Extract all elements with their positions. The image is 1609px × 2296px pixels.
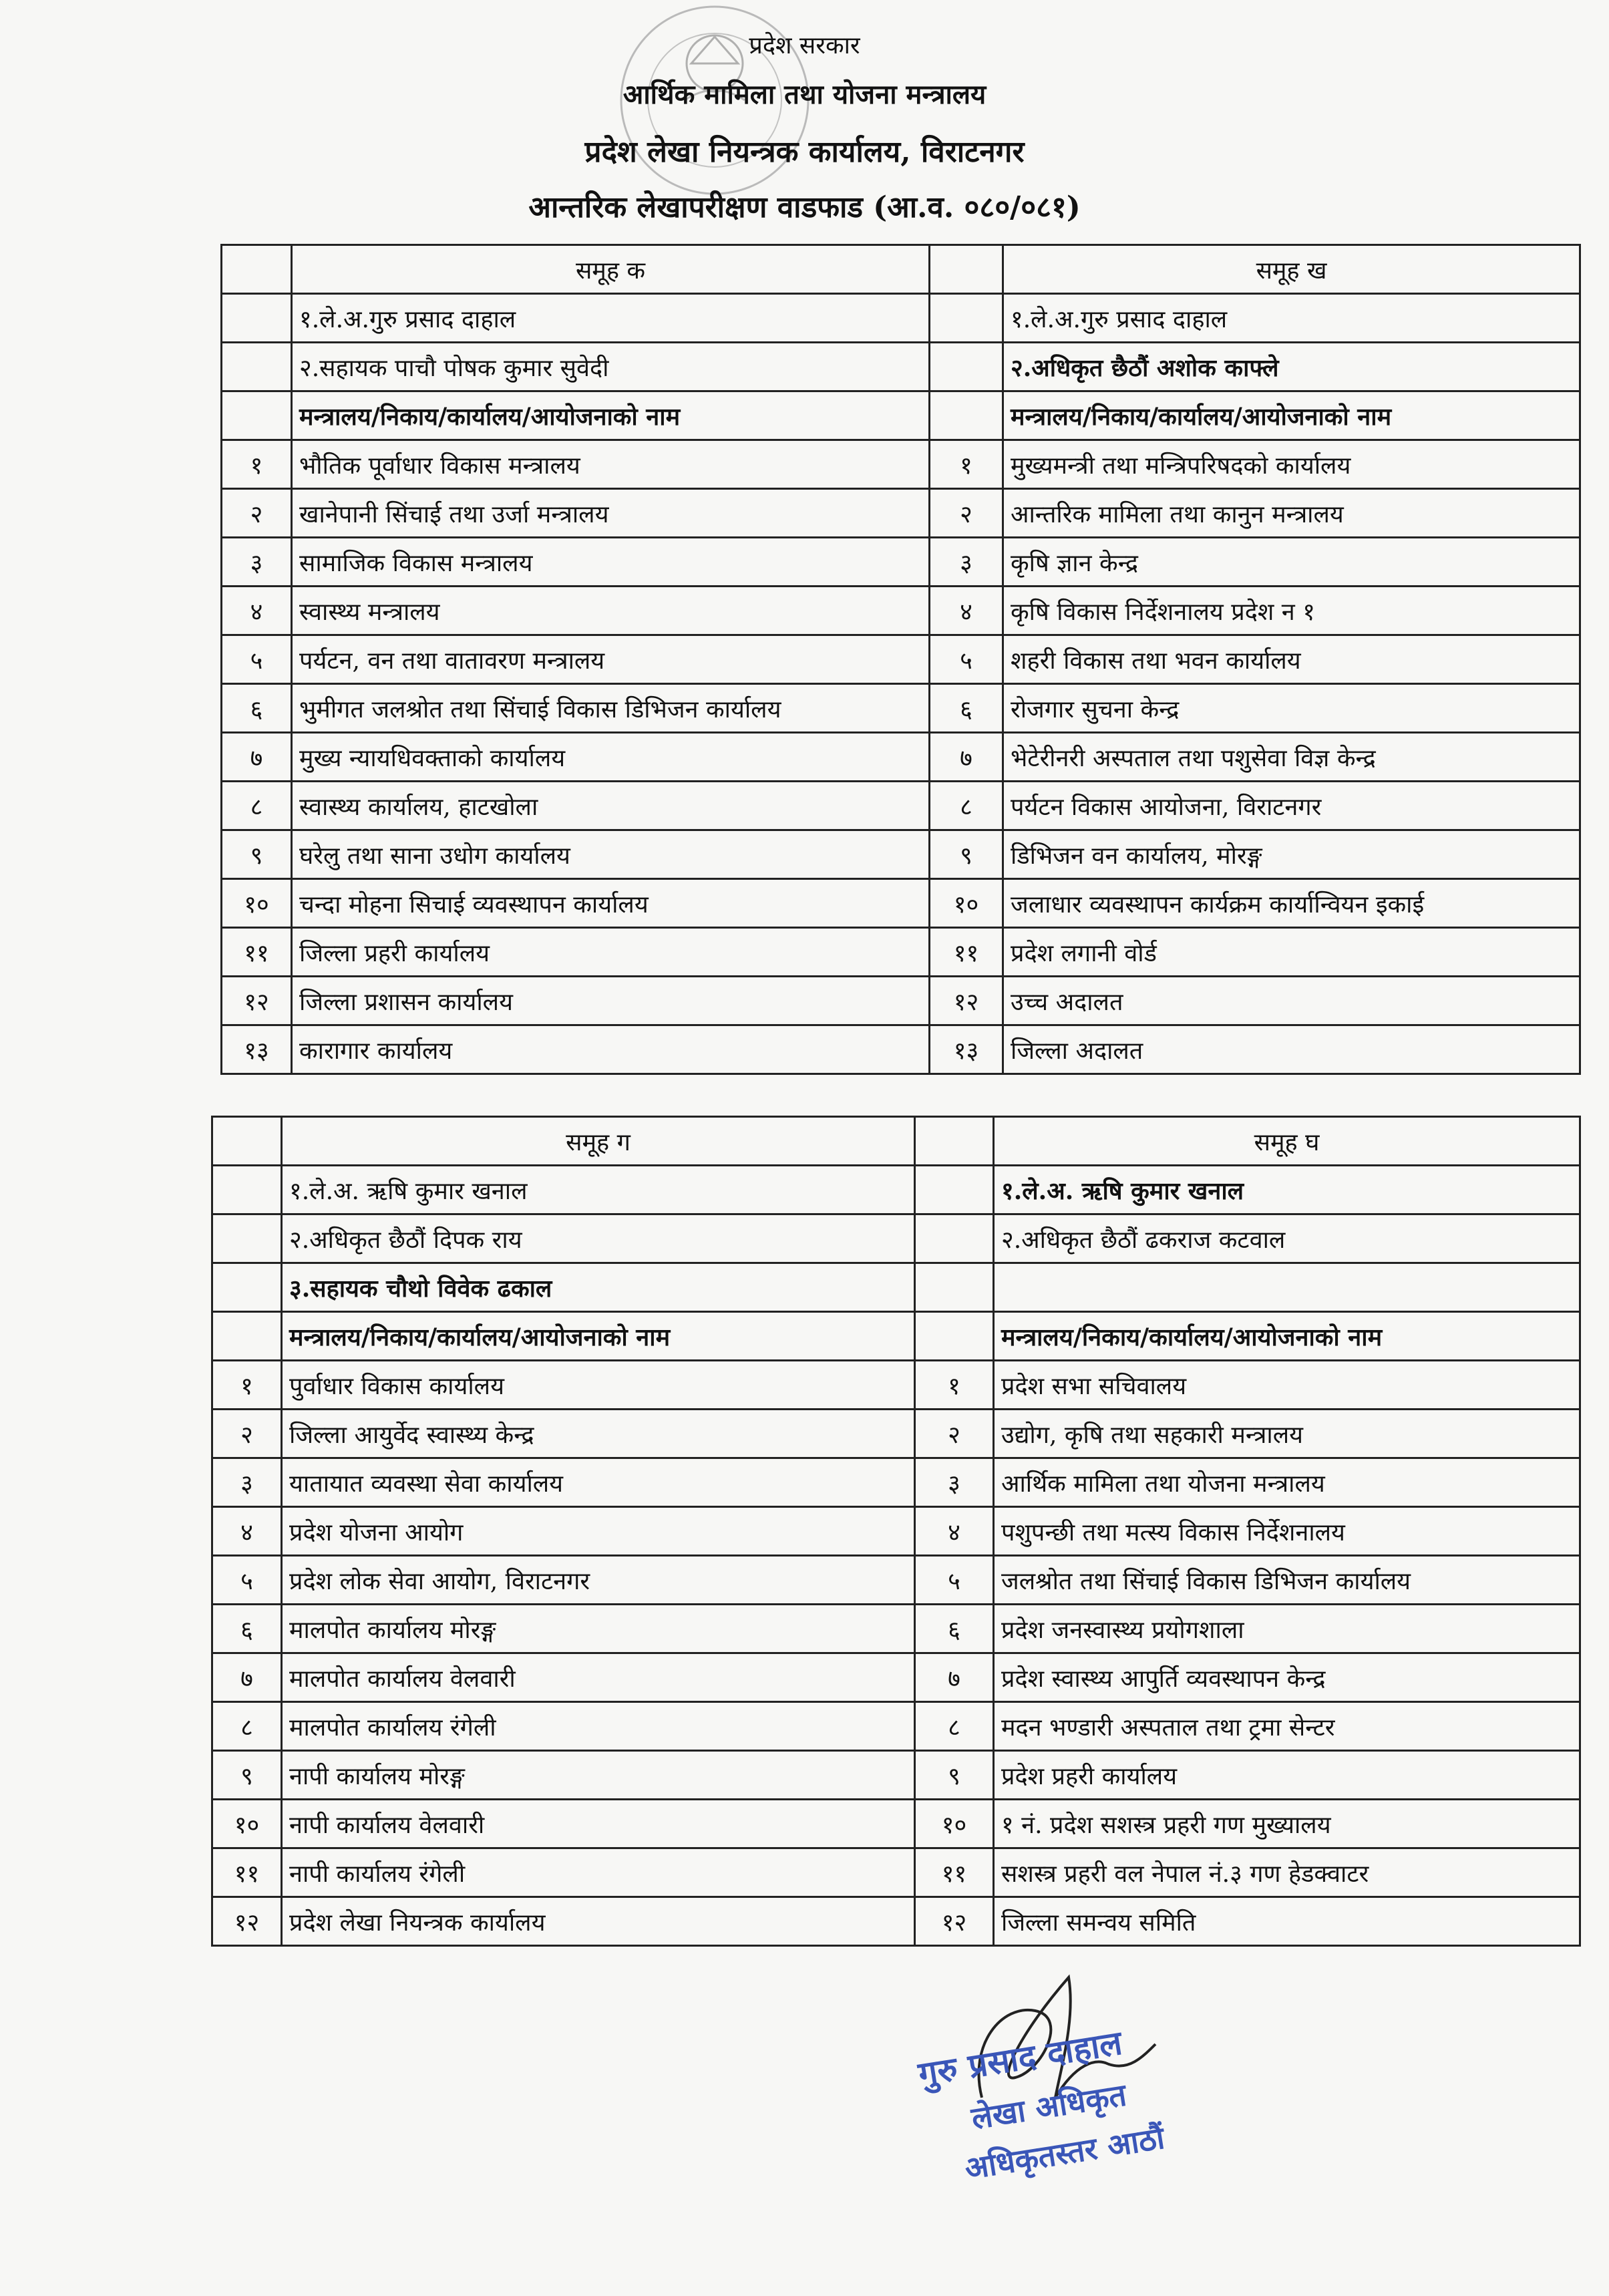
serial-number: ७ xyxy=(930,733,1003,782)
office-name: आर्थिक मामिला तथा योजना मन्त्रालय xyxy=(994,1458,1580,1507)
office-name: मुख्यमन्त्री तथा मन्त्रिपरिषदको कार्यालय xyxy=(1003,440,1580,489)
serial-number: ७ xyxy=(222,733,292,782)
office-name: प्रदेश जनस्वास्थ्य प्रयोगशाला xyxy=(994,1605,1580,1653)
serial-number: १० xyxy=(915,1800,994,1848)
serial-number: १३ xyxy=(930,1025,1003,1074)
office-name: पर्यटन, वन तथा वातावरण मन्त्रालय xyxy=(292,635,930,684)
column-header: मन्त्रालय/निकाय/कार्यालय/आयोजनाको नाम xyxy=(292,391,930,440)
serial-number: ३ xyxy=(930,538,1003,587)
office-name: नापी कार्यालय वेलवारी xyxy=(282,1800,915,1848)
table-row xyxy=(222,1025,1580,1074)
table-row xyxy=(212,1605,1580,1653)
empty-cell xyxy=(222,391,292,440)
office-name: मालपोत कार्यालय रंगेली xyxy=(282,1702,915,1751)
staff-member: १.ले.अ. ऋषि कुमार खनाल xyxy=(994,1166,1580,1214)
serial-number: ३ xyxy=(212,1458,282,1507)
serial-number: ६ xyxy=(212,1605,282,1653)
office-name: जिल्ला समन्वय समिति xyxy=(994,1897,1580,1946)
staff-row xyxy=(212,1263,1580,1312)
office-name: घरेलु तथा साना उधोग कार्यालय xyxy=(292,830,930,879)
table-row xyxy=(212,1653,1580,1702)
serial-number: १२ xyxy=(222,977,292,1025)
office-name: पशुपन्छी तथा मत्स्य विकास निर्देशनालय xyxy=(994,1507,1580,1556)
column-header: मन्त्रालय/निकाय/कार्यालय/आयोजनाको नाम xyxy=(994,1312,1580,1361)
office-name: नापी कार्यालय मोरङ्ग xyxy=(282,1751,915,1800)
office-name: प्रदेश योजना आयोग xyxy=(282,1507,915,1556)
office-name: प्रदेश सभा सचिवालय xyxy=(994,1361,1580,1410)
serial-number: १० xyxy=(930,879,1003,928)
serial-number: १३ xyxy=(222,1025,292,1074)
office-name: सामाजिक विकास मन्त्रालय xyxy=(292,538,930,587)
office-name: कृषि ज्ञान केन्द्र xyxy=(1003,538,1580,587)
table-row xyxy=(222,830,1580,879)
empty-cell xyxy=(212,1166,282,1214)
office-name: मालपोत कार्यालय वेलवारी xyxy=(282,1653,915,1702)
office-name: जलाधार व्यवस्थापन कार्यक्रम कार्यान्वियन इकाई xyxy=(1003,879,1580,928)
serial-number: ११ xyxy=(930,928,1003,977)
empty-cell xyxy=(930,391,1003,440)
staff-member: १.ले.अ.गुरु प्रसाद दाहाल xyxy=(1003,294,1580,343)
serial-number: ११ xyxy=(222,928,292,977)
serial-number: ६ xyxy=(915,1605,994,1653)
table-groups-ga-gha xyxy=(211,1116,1581,1947)
serial-number: ५ xyxy=(222,635,292,684)
table-row xyxy=(222,489,1580,538)
signatory-rank: अधिकृतस्तर आठौं xyxy=(962,2119,1168,2187)
empty-cell xyxy=(212,1312,282,1361)
table-row xyxy=(212,1556,1580,1605)
serial-number: ३ xyxy=(915,1458,994,1507)
table-row xyxy=(222,538,1580,587)
office-name: प्रदेश लोक सेवा आयोग, विराटनगर xyxy=(282,1556,915,1605)
office-name: जिल्ला आयुर्वेद स्वास्थ्य केन्द्र xyxy=(282,1410,915,1458)
serial-number: ९ xyxy=(915,1751,994,1800)
staff-member: १.ले.अ.गुरु प्रसाद दाहाल xyxy=(292,294,930,343)
office-name: नापी कार्यालय रंगेली xyxy=(282,1848,915,1897)
serial-number: ६ xyxy=(222,684,292,733)
serial-number: ८ xyxy=(915,1702,994,1751)
office-name: मुख्य न्यायधिवक्ताको कार्यालय xyxy=(292,733,930,782)
office-name: रोजगार सुचना केन्द्र xyxy=(1003,684,1580,733)
group-heading-row xyxy=(222,245,1580,294)
office-name: कृषि विकास निर्देशनालय प्रदेश न १ xyxy=(1003,587,1580,635)
office-name: स्वास्थ्य कार्यालय, हाटखोला xyxy=(292,782,930,830)
empty-cell xyxy=(915,1214,994,1263)
serial-number: २ xyxy=(915,1410,994,1458)
table-row xyxy=(212,1410,1580,1458)
group-heading: समूह ग xyxy=(282,1117,915,1166)
office-name: चन्दा मोहना सिचाई व्यवस्थापन कार्यालय xyxy=(292,879,930,928)
office-name: मदन भण्डारी अस्पताल तथा ट्रमा सेन्टर xyxy=(994,1702,1580,1751)
serial-number: १ xyxy=(222,440,292,489)
empty-cell xyxy=(915,1117,994,1166)
table-row xyxy=(222,684,1580,733)
office-name: मालपोत कार्यालय मोरङ्ग xyxy=(282,1605,915,1653)
office-name: शहरी विकास तथा भवन कार्यालय xyxy=(1003,635,1580,684)
serial-number: ११ xyxy=(915,1848,994,1897)
serial-number: २ xyxy=(930,489,1003,538)
signatory-title: लेखा अधिकृत xyxy=(968,2076,1129,2137)
office-name: उच्च अदालत xyxy=(1003,977,1580,1025)
empty-cell xyxy=(212,1117,282,1166)
staff-row xyxy=(222,343,1580,391)
serial-number: २ xyxy=(222,489,292,538)
table-row xyxy=(212,1751,1580,1800)
office-name: कारागार कार्यालय xyxy=(292,1025,930,1074)
column-header-row xyxy=(222,391,1580,440)
table-row xyxy=(212,1702,1580,1751)
serial-number: ९ xyxy=(222,830,292,879)
group-heading: समूह ख xyxy=(1003,245,1580,294)
serial-number: २ xyxy=(212,1410,282,1458)
office-name: डिभिजन वन कार्यालय, मोरङ्ग xyxy=(1003,830,1580,879)
table-row xyxy=(222,587,1580,635)
table-row xyxy=(212,1361,1580,1410)
empty-cell xyxy=(915,1166,994,1214)
staff-member: २.अधिकृत छैठौं दिपक राय xyxy=(282,1214,915,1263)
serial-number: ५ xyxy=(212,1556,282,1605)
table-row xyxy=(222,782,1580,830)
serial-number: ५ xyxy=(930,635,1003,684)
table-groups-ka-kha xyxy=(220,244,1581,1075)
staff-row xyxy=(222,294,1580,343)
column-header: मन्त्रालय/निकाय/कार्यालय/आयोजनाको नाम xyxy=(282,1312,915,1361)
staff-member: १.ले.अ. ऋषि कुमार खनाल xyxy=(282,1166,915,1214)
office-name: आन्तरिक मामिला तथा कानुन मन्त्रालय xyxy=(1003,489,1580,538)
staff-member: २.सहायक पाचौ पोषक कुमार सुवेदी xyxy=(292,343,930,391)
table-row xyxy=(222,977,1580,1025)
serial-number: १० xyxy=(212,1800,282,1848)
serial-number: ६ xyxy=(930,684,1003,733)
empty-cell xyxy=(212,1214,282,1263)
serial-number: ८ xyxy=(222,782,292,830)
serial-number: ८ xyxy=(212,1702,282,1751)
office-name: भौतिक पूर्वाधार विकास मन्त्रालय xyxy=(292,440,930,489)
office-name: पर्यटन विकास आयोजना, विराटनगर xyxy=(1003,782,1580,830)
serial-number: ७ xyxy=(212,1653,282,1702)
serial-number: १ xyxy=(915,1361,994,1410)
header-line-4: आन्तरिक लेखापरीक्षण वाडफाड (आ.व. ०८०/०८१) xyxy=(528,190,1081,224)
serial-number: ३ xyxy=(222,538,292,587)
office-name: प्रदेश लेखा नियन्त्रक कार्यालय xyxy=(282,1897,915,1946)
empty-cell xyxy=(222,245,292,294)
group-heading: समूह क xyxy=(292,245,930,294)
group-heading: समूह घ xyxy=(994,1117,1580,1166)
empty-cell xyxy=(222,294,292,343)
table-row xyxy=(222,928,1580,977)
header-line-3: प्रदेश लेखा नियन्त्रक कार्यालय, विराटनगर xyxy=(584,135,1025,169)
empty-cell xyxy=(222,343,292,391)
serial-number: ९ xyxy=(930,830,1003,879)
empty-cell xyxy=(915,1312,994,1361)
serial-number: १ xyxy=(930,440,1003,489)
office-name: सशस्त्र प्रहरी वल नेपाल नं.३ गण हेडक्वाटर xyxy=(994,1848,1580,1897)
office-name: प्रदेश स्वास्थ्य आपुर्ति व्यवस्थापन केन्द्र xyxy=(994,1653,1580,1702)
staff-member xyxy=(994,1263,1580,1312)
office-name: भेटेरीनरी अस्पताल तथा पशुसेवा विज्ञ केन्द्र xyxy=(1003,733,1580,782)
table-row xyxy=(212,1507,1580,1556)
staff-member: ३.सहायक चौथो विवेक ढकाल xyxy=(282,1263,915,1312)
header-line-1: प्रदेश सरकार xyxy=(749,32,860,59)
serial-number: १२ xyxy=(212,1897,282,1946)
office-name: प्रदेश प्रहरी कार्यालय xyxy=(994,1751,1580,1800)
empty-cell xyxy=(930,245,1003,294)
office-name: १ नं. प्रदेश सशस्त्र प्रहरी गण मुख्यालय xyxy=(994,1800,1580,1848)
table-row xyxy=(222,635,1580,684)
empty-cell xyxy=(915,1263,994,1312)
staff-member: २.अधिकृत छैठौं ढकराज कटवाल xyxy=(994,1214,1580,1263)
serial-number: ४ xyxy=(222,587,292,635)
office-name: जिल्ला प्रशासन कार्यालय xyxy=(292,977,930,1025)
office-name: प्रदेश लगानी वोर्ड xyxy=(1003,928,1580,977)
table-row xyxy=(222,733,1580,782)
empty-cell xyxy=(930,294,1003,343)
column-header-row xyxy=(212,1312,1580,1361)
group-heading-row xyxy=(212,1117,1580,1166)
serial-number: ९ xyxy=(212,1751,282,1800)
serial-number: ११ xyxy=(212,1848,282,1897)
office-name: जिल्ला अदालत xyxy=(1003,1025,1580,1074)
office-name: भुमीगत जलश्रोत तथा सिंचाई विकास डिभिजन कार्यालय xyxy=(292,684,930,733)
serial-number: ४ xyxy=(930,587,1003,635)
table-row xyxy=(212,1848,1580,1897)
serial-number: १२ xyxy=(915,1897,994,1946)
empty-cell xyxy=(930,343,1003,391)
office-name: स्वास्थ्य मन्त्रालय xyxy=(292,587,930,635)
serial-number: १२ xyxy=(930,977,1003,1025)
table-row xyxy=(212,1458,1580,1507)
staff-row xyxy=(212,1214,1580,1263)
staff-row xyxy=(212,1166,1580,1214)
serial-number: ७ xyxy=(915,1653,994,1702)
office-name: खानेपानी सिंचाई तथा उर्जा मन्त्रालय xyxy=(292,489,930,538)
table-row xyxy=(212,1800,1580,1848)
table-row xyxy=(222,879,1580,928)
empty-cell xyxy=(212,1263,282,1312)
office-name: जिल्ला प्रहरी कार्यालय xyxy=(292,928,930,977)
serial-number: ५ xyxy=(915,1556,994,1605)
table-row xyxy=(222,440,1580,489)
serial-number: १० xyxy=(222,879,292,928)
serial-number: ८ xyxy=(930,782,1003,830)
serial-number: ४ xyxy=(915,1507,994,1556)
table-row xyxy=(212,1897,1580,1946)
column-header: मन्त्रालय/निकाय/कार्यालय/आयोजनाको नाम xyxy=(1003,391,1580,440)
office-name: पुर्वाधार विकास कार्यालय xyxy=(282,1361,915,1410)
signatory-name: गुरु प्रसाद दाहाल xyxy=(916,2023,1125,2094)
serial-number: ४ xyxy=(212,1507,282,1556)
serial-number: १ xyxy=(212,1361,282,1410)
header-line-2: आर्थिक मामिला तथा योजना मन्त्रालय xyxy=(622,79,987,110)
office-name: यातायात व्यवस्था सेवा कार्यालय xyxy=(282,1458,915,1507)
staff-member: २.अधिकृत छैठौं अशोक काफ्ले xyxy=(1003,343,1580,391)
office-name: जलश्रोत तथा सिंचाई विकास डिभिजन कार्यालय xyxy=(994,1556,1580,1605)
office-name: उद्योग, कृषि तथा सहकारी मन्त्रालय xyxy=(994,1410,1580,1458)
signature-block xyxy=(888,1964,1236,2218)
